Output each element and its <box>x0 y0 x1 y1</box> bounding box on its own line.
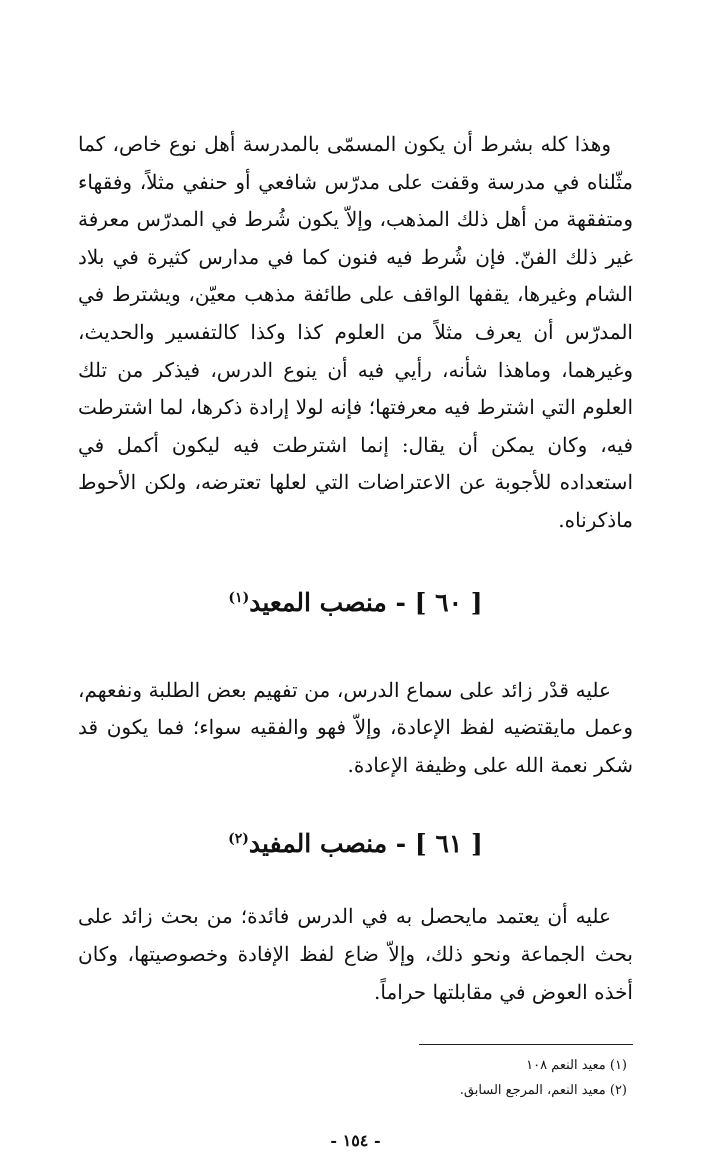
paragraph-mufid: عليه أن يعتمد مايحصل به في الدرس فائدة؛ من بحث زائد على بحث الجماعة ونحو ذلك، وإلاّ ضاع لفظ الإفادة وخصوصيتها، وكان أخذه العوض في مقابلتها حراماً. <box>78 904 633 1004</box>
paragraph-muid: عليه قدْر زائد على سماع الدرس، من تفهيم بعض الطلبة ونفعهم، وعمل مايقتضيه لفظ الإعادة، وإلاّ فهو والفقيه سواء؛ فما يكون قد شكر نعمة الله على وظيفة الإعادة. <box>78 677 633 777</box>
footnote-ref: (١) <box>228 589 250 606</box>
section-title: - منصب المفيد <box>248 829 407 859</box>
section-number: [ ٦١ ] <box>414 829 483 859</box>
section-number: [ ٦٠ ] <box>414 587 483 617</box>
footnote-2: (٢) معيد النعم، المرجع السابق. <box>459 1083 627 1099</box>
section-heading-60 <box>78 578 633 623</box>
section-title: - منصب المعيد <box>249 587 406 617</box>
footnote-ref: (٢) <box>228 831 249 848</box>
footnote-1: (١) معيد النعم ١٠٨ <box>526 1058 627 1074</box>
paragraph-madrasa-conditions: وهذا كله بشرط أن يكون المسمّى بالمدرسة أهل نوع خاص، كما مثّلناه في مدرسة وقفت على مدرّس شافعي أو حنفي مثلاً، وفقهاء ومتفقهة من أهل ذلك المذهب، وإلاّ يكون شُرط في المدرّس معرفة غير ذلك الفنّ. فإن شُرط فيه فنون كما في مدارس كثيرة في بلاد الشام وغيرها، يقفها الواقف على طائفة مذهب معيّن، ويشترط في المدرّس أن يعرف مثلاً من العلوم كذا وكذا كالتفسير والحديث، وغيرهما، وماهذا شأنه، رأيي فيه أن ينوع الدرس، فيذكر من تلك العلوم التي اشترط فيه معرفتها؛ فإنه لولا إرادة ذكرها، لما اشترطت فيه، وكان يمكن أن يقال: إنما اشترطت فيه ليكون أكمل في استعداده للأجوبة عن الاعتراضات التي لعلها تعترضه، ولكن الأحوط ماذكرناه. <box>78 132 633 532</box>
page-number: - ١٥٤ - <box>330 1131 381 1151</box>
section-heading-61 <box>78 819 633 864</box>
footnote-divider <box>419 1044 633 1045</box>
